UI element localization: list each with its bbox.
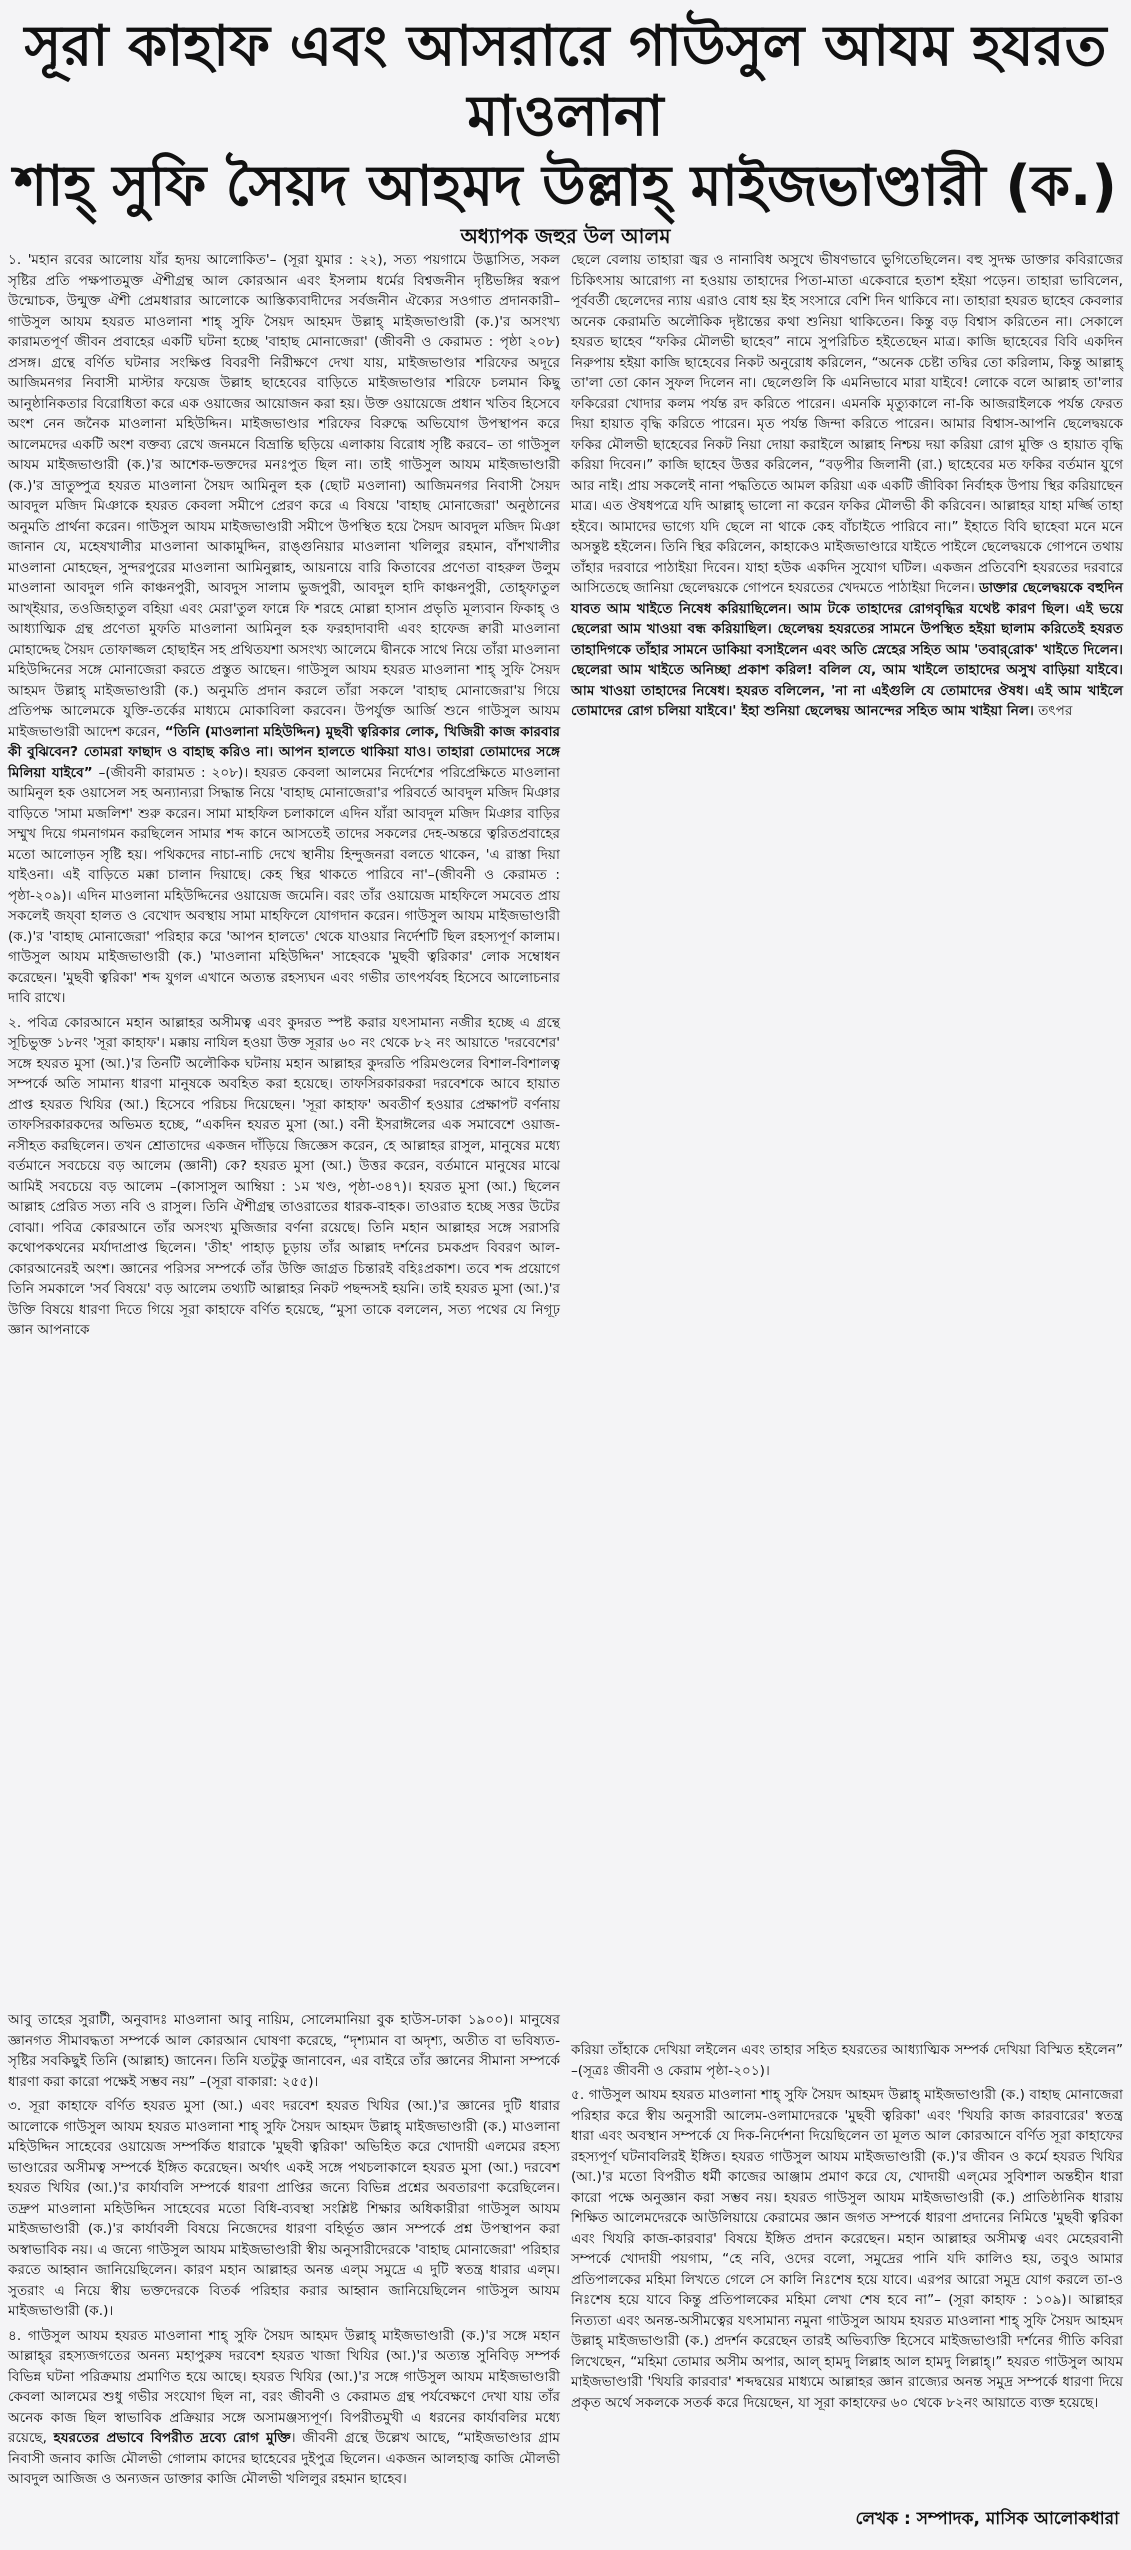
article-paragraph (571, 2085, 1123, 2413)
emphasized-text: ডাক্তার ছেলেদ্বয়কে বহুদিন যাবত আম খাইতে নিষেধ করিয়াছিলেন। আম টকে তাহাদের রোগবৃদ্ধির যথেষ্ট কারণ ছিল। এই ভয়ে ছেলেরা আম খাওয়া বন্ধ করিয়াছিল। ছেলেদ্বয় হযরতের সামনে উপস্থিত হইয়া ছালাম করিতেই হযরত তাহাদিগকে তাঁহার সামনে ডাকিয়া বসাইলেন এবং অতি স্নেহের সহিত আম 'তবার্‌রোক' খাইতে দিলেন। ছেলেরা আম খাইতে অনিচ্ছা প্রকাশ করিল! বলিল যে, আম খাইলে তাহাদের অসুখ বাড়িয়া যাইবে। আম খাওয়া তাহাদের নিষেধ। হযরত বলিলেন, 'না না এইগুলি যে তোমাদের ঔষধ। এই আম খাইলে তোমাদের রোগ চলিয়া যাইবে।' ইহা শুনিয়া ছেলেদ্বয় আনন্দের সহিত আম খাইয়া নিল। (571, 580, 1123, 719)
paragraph-text: ৩. সূরা কাহাফে বর্ণিত হযরত মুসা (আ.) এবং দরবেশ হযরত খিযির (আ.)'র জ্ঞানের দুটি ধারার আলোকে গাউসুল আযম হযরত মাওলানা শাহ্ সুফি সৈয়দ আহমদ উল্লাহ্ মাইজভাণ্ডারী (ক.) মাওলানা মহিউদ্দিন সাহেবের ওয়ায়েজ সম্পর্কিত ধারাকে 'মুছবী ত্বরিকা' অভিহিত করে খোদায়ী এলমের রহস্য ভাণ্ডারের অসীমত্ব সম্পর্কে ইঙ্গিত করেছেন। অর্থাৎ একই সঙ্গে পথচলাকালে হযরত মুসা (আ.) দরবেশ হযরত খিযির (আ.)'র কার্যাবলি সম্পর্কে ধারণা প্রাপ্তির জন্যে বিভিন্ন প্রশ্নের অবতারণা করেছিলেন। তদ্রুপ মাওলানা মহিউদ্দিন সাহেবের মতো বিধি-ব্যবস্থা সংশ্লিষ্ট শিক্ষার অধিকারীরা গাউসুল আযম মাইজভাণ্ডারী (ক.)'র কার্যাবলী বিষয়ে নিজেদের ধারণা বহির্ভূত জ্ঞান সম্পর্কে প্রশ্ন উপস্থাপন করা অস্বাভাবিক নয়। এ জন্যে গাউসুল আযম মাইজভাণ্ডারী স্বীয় অনুসারীদেরকে 'বাহাছ মোনাজেরা' পরিহার করতে আহ্বান জানিয়েছিলেন। কারণ মহান আল্লাহর অনন্ত এল্‌ম সমুদ্রে এ দুটি স্বতন্ত্র ধারার এল্‌ম। সুতরাং এ নিয়ে স্বীয় ভক্তদেরকে বিতর্ক পরিহার করার আহ্বান জানিয়েছিলেন গাউসুল আযম মাইজভাণ্ডারী (ক.)। (8, 2098, 560, 2319)
paragraph-text: তৎপর (1033, 703, 1073, 719)
author-byline: লেখক : সম্পাদক, মাসিক আলোকধারা (855, 2508, 1119, 2529)
paragraph-text: ১. 'মহান রবের আলোয় যাঁর হৃদয় আলোকিত'– (সূরা যুমার : ২২), সত্য পয়গামে উদ্ভাসিত, সকল সৃষ্টির প্রতি পক্ষপাতমুক্ত ঐশীগ্রন্থ আল কোরআন এবং ইসলাম ধর্মের বিশ্বজনীন দৃষ্টিভঙ্গির স্বরূপ উন্মোচক, উন্মুক্ত ঐশী প্রেমধারার আলোকে আস্তিক্যবাদীদের সর্বজনীন ঐক্যের সওগাত প্রদানকারী– গাউসুল আযম হযরত মাওলানা শাহ্ সুফি সৈয়দ আহমদ উল্লাহ্ মাইজভাণ্ডারী (ক.)'র অসংখ্য কারামতপূর্ণ জীবন প্রবাহের একটি ঘটনা হচ্ছে 'বাহাছ মোনাজেরা' (জীবনী ও কেরামত : পৃষ্ঠা ২০৮) প্রসঙ্গ। গ্রন্থে বর্ণিত ঘটনার সংক্ষিপ্ত বিবরণী নিরীক্ষণে দেখা যায়, মাইজভাণ্ডার শরিফের অদূরে আজিমনগর নিবাসী মাস্টার ফয়েজ উল্লাহ ছাহেবের বাড়িতে মাইজভাণ্ডার শরিফে চলমান কিছু আনুষ্ঠানিকতার বিরোধিতা করে এক ওয়াজের আয়োজন করা হয়। উক্ত ওয়ায়েজে প্রধান খতিব হিসেবে অংশ নেন জনৈক মাওলানা মহিউদ্দিন। মাইজভাণ্ডার শরিফের বিরুদ্ধে অভিযোগ উপস্থাপন করে আলেমদের একটি অংশ বক্তব্য রেখে জনমনে বিভ্রান্তি ছড়িয়ে এলাকায় বিরোধ সৃষ্টি করবে– তা গাউসুল আযম মাইজভাণ্ডারী (ক.)'র আশেক-ভক্তদের মনঃপুত ছিল না। তাই গাউসুল আযম মাইজভাণ্ডারী (ক.)'র ভ্রাতুষ্পুত্র হযরত মাওলানা সৈয়দ আমিনুল হক (ছোট মওলানা) আজিমনগর নিবাসী সৈয়দ আবদুল মজিদ মিঞাকে হযরত কেবলা সমীপে প্রেরণ করে এ বিষয়ে 'বাহাছ মোনাজেরা' অনুষ্ঠানের অনুমতি প্রার্থনা করেন। গাউসুল আযম মাইজভাণ্ডারী সমীপে উপস্থিত হয়ে সৈয়দ আবদুল মজিদ মিঞা জানান যে, মহেষখালীর মাওলানা আকামুদ্দিন, রাঙ্গুনিয়ার মাওলানা খলিলুর রহমান, বাঁশখালীর মাওলানা মোহছেন, সুন্দরপুরের মাওলানা আমিনুল্লাহ, আয়নায়ে বারি কিতাবের প্রণেতা বাহরুল উলুম মাওলানা আবদুল গনি কাঞ্চনপুরী, আবদুস সালাম ভুজপুরী, আবদুল হাদি কাঞ্চনপুরী, তোহ্‌ফাতুল আখ্‌ইয়ার, তওজিহাতুল বহিয়া এবং মেরা'তুল ফান্নে ফি শরহে মোল্লা হাসান প্রভৃতি মূল্যবান ফিকাহ্ ও আধ্যাত্মিক গ্রন্থ প্রণেতা মুফতি মাওলানা আমিনুল হক ফরহাদাবাদী এবং হাফেজ ক্বারী মাওলানা মোহাদ্দেছ সৈয়দ তোফাজ্জল হোছাইন সহ প্রথিতযশা অসংখ্য আলেমে দ্বীনকে সাথে নিয়ে তাঁরা মাওলানা মহিউদ্দিনের সঙ্গে মোনাজেরা করতে প্রস্তুত আছেন। গাউসুল আযম হযরত মাওলানা শাহ্ সুফি সৈয়দ আহমদ উল্লাহ্ মাইজভাণ্ডারী (ক.) অনুমতি প্রদান করলে তাঁরা সকলে 'বাহাছ মোনাজেরা'য় গিয়ে প্রতিপক্ষ আলেমকে যুক্তি-তর্কের মাধ্যমে মোকাবিলা করবেন। উপর্যুক্ত আর্জি শুনে গাউসুল আযম মাইজভাণ্ডারী আদেশ করেন, (8, 252, 560, 740)
article-author: অধ্যাপক জহুর উল আলম (460, 224, 671, 248)
left-column (8, 250, 560, 2494)
paragraph-text: ২. পবিত্র কোরআনে মহান আল্লাহর অসীমত্ব এবং কুদরত স্পষ্ট করার যৎসামান্য নজীর হচ্ছে এ গ্রন্থে সূচিভুক্ত ১৮নং 'সূরা কাহাফ'। মক্কায় নাযিল হওয়া উক্ত সূরার ৬০ নং থেকে ৮২ নং আয়াতে 'দরবেশের' সঙ্গে হযরত মুসা (আ.)'র তিনটি অলৌকিক ঘটনায় মহান আল্লাহর কুদরতি পরিমণ্ডলের বিশাল-বিশালত্ব সম্পর্কে অতি সামান্য ধারণা মানুষকে অবহিত করা হয়েছে। তাফসিরকারকরা দরবেশকে আবে হায়াত প্রাপ্ত হযরত খিযির (আ.) হিসেবে পরিচয় দিয়েছেন। 'সূরা কাহাফ' অবতীর্ণ হওয়ার প্রেক্ষাপট বর্ণনায় তাফসিরকারকদের অভিমত হচ্ছে, “একদিন হযরত মুসা (আ.) বনী ইসরাঈলের এক সমাবেশে ওয়াজ-নসীহত করছিলেন। তখন শ্রোতাদের একজন দাঁড়িয়ে জিজ্ঞেস করেন, হে আল্লাহর রাসুল, মানুষের মধ্যে বর্তমানে সবচেয়ে বড় আলেম (জ্ঞানী) কে? হযরত মুসা (আ.) উত্তর করেন, বর্তমানে মানুষের মাঝে আমিই সবচেয়ে বড় আলেম –(কাসাসুল আম্বিয়া : ১ম খণ্ড, পৃষ্ঠা-৩৪৭)। হযরত মুসা (আ.) ছিলেন আল্লাহ প্রেরিত সত্য নবি ও রাসুল। তিনি ঐশীগ্রন্থ তাওরাতের ধারক-বাহক। তাওরাত হচ্ছে সত্তর উটের বোঝা। পবিত্র কোরআনে তাঁর অসংখ্য মুজিজার বর্ণনা রয়েছে। তিনি মহান আল্লাহর সঙ্গে সরাসরি কথোপকথনের মর্যাদাপ্রাপ্ত ছিলেন। 'তীহ' পাহাড় চূড়ায় তাঁর আল্লাহ দর্শনের চমকপ্রদ বিবরণ আল-কোরআনেরই অংশ। জ্ঞানের পরিসর সম্পর্কে তাঁর উক্তি জাগ্রত চিন্তারই বহিঃপ্রকাশ। তবে শব্দ প্রয়োগে তিনি সমকালে 'সর্ব বিষয়ে' বড় আলেম তথ্যটি আল্লাহর নিকট পছন্দসই হয়নি। তাই হযরত মুসা (আ.)'র উক্তি বিষয়ে ধারণা দিতে গিয়ে সূরা কাহাফে বর্ণিত হয়েছে, “মুসা তাকে বললেন, সত্য পথের যে নিগূঢ় জ্ঞান আপনাকে (8, 1014, 560, 1338)
paragraph-text: ছেলে বেলায় তাহারা জ্বর ও নানাবিধ অসুখে ভীষণভাবে ভুগিতেছিলেন। বহু সুদক্ষ ডাক্তার কবিরাজের চিকিৎসায় আরোগ্য না হওয়ায় তাহাদের পিতা-মাতা একেবারে হতাশ হইয়া পড়েন। তাহারা ভাবিলেন, পূর্ববর্তী ছেলেদের ন্যায় এরাও বোধ হয় ইহ সংসারে বেশি দিন থাকিবে না। তাহারা হযরত ছাহেব কেবলার অনেক কেরামতি অলৌকিক দৃষ্টান্তের কথা শুনিয়া থাকিতেন। কিন্তু বড় বিশ্বাস করিতেন না। সেকালে হযরত ছাহেব “ফকির মৌলভী ছাহেব” নামে সুপরিচিত হইতেছেন মাত্র। কাজি ছাহেবের বিবি একদিন নিরুপায় হইয়া কাজি ছাহেবের নিকট অনুরোধ করিলেন, “অনেক চেষ্টা তদ্বির তো করিলাম, কিন্তু আল্লাহ্ তা'লা তো কোন সুফল দিলেন না। ছেলেগুলি কি এমনিভাবে মারা যাইবে! লোকে বলে আল্লাহ তা'লার ফকিরেরা খোদার কলম পর্যন্ত রদ করিতে পারেন। এমনকি মৃত্যুকালে না-কি আজরাইলকে পর্যন্ত ফেরত দিয়া হায়াত বৃদ্ধি করিতে পারেন। মৃত পর্যন্ত জিন্দা করিতে পারেন। আমার বিশ্বাস-আপনি ছেলেদ্বয়কে ফকির মৌলভী ছাহেবের নিকট নিয়া দোয়া করাইলে আল্লাহ নিশ্চয় দয়া করিয়া রোগ মুক্তি ও হায়াত বৃদ্ধি করিয়া দিবেন।” কাজি ছাহেব উত্তর করিলেন, “বড়পীর জিলানী (রা.) ছাহেবের মত ফকির বর্তমান যুগে আর নাই। প্রায় সকলেই নানা পদ্ধতিতে আমল করিয়া এক একটি জীবিকা নির্বাহক উপায় স্থির করিয়াছেন মাত্র। এত ঔষধপত্রে যদি আল্লাহ্ ভালো না করেন ফকির মৌলভী কী করিবেন। আল্লাহর যাহা মর্জ্জি তাহা হইবে। আমাদের ভাগ্যে যদি ছেলে না থাকে কেহ বাঁচাইতে পারিবে না।” ইহাতে বিবি ছাহেবা মনে মনে অসন্তুষ্ট হইলেন। তিনি স্থির করিলেন, কাহাকেও মাইজভাণ্ডারে যাইতে পাইলে ছেলেদ্বয়কে গোপনে তথায় তাঁহার দরবারে পাঠাইয়া দিবেন। যাহা হউক একদিন সুযোগ ঘটিল। একজন প্রতিবেশি হযরতের দরবারে আসিতেছে জানিয়া ছেলেদ্বয়কে গোপনে হযরতের খেদমতে পাঠাইয়া দিলেন। (571, 252, 1123, 596)
emphasized-text: “তিনি (মাওলানা মহিউদ্দিন) মুছবী ত্বরিকার লোক, খিজিরী কাজ কারবার কী বুঝিবেন? তোমরা ফাছাদ ও বাহাছ করিও না। আপন হালতে থাকিয়া যাও। তাহারা তোমাদের সঙ্গে মিলিয়া যাইবে” (8, 723, 561, 781)
paragraph-text: আবু তাহের সুরাটী, অনুবাদঃ মাওলানা আবু নায়িম, সোলেমানিয়া বুক হাউস-ঢাকা ১৯০০)। মানুষের জ্ঞানগত সীমাবদ্ধতা সম্পর্কে আল কোরআন ঘোষণা করেছে, “দৃশ্যমান বা অদৃশ্য, অতীত বা ভবিষ্যত-সৃষ্টির সবকিছুই তিনি (আল্লাহ) জানেন। তিনি যতটুকু জানাবেন, এর বাইরে তাঁর জ্ঞানের সীমানা সম্পর্কে ধারণা করা কারো পক্ষেই সম্ভব নয়” –(সূরা বাকারা: ২৫৫)। (8, 2012, 560, 2090)
emphasized-text: হযরতের প্রভাবে বিপরীত দ্রব্যে রোগ মুক্তি (53, 2430, 291, 2446)
article-title-line-1: সূরা কাহাফ এবং আসরারে গাউসুল আযম হযরত মাওলানা (24, 14, 1107, 149)
article-paragraph (8, 2010, 560, 2092)
article-paragraph (571, 250, 1123, 722)
article-paragraph (8, 250, 560, 1009)
paragraph-text: ৪. গাউসুল আযম হযরত মাওলানা শাহ্ সুফি সৈয়দ আহমদ উল্লাহ্ মাইজভাণ্ডারী (ক.)'র সঙ্গে মহান আল্লাহ্‌র রহস্যজগতের অনন্য মহাপুরুষ দরবেশ হযরত খাজা খিযির (আ.)'র অত্যন্ত সুনিবিড় সম্পর্ক বিভিন্ন ঘটনা পরিক্রমায় প্রমাণিত হয়ে আছে। হযরত খিযির (আ.)'র সঙ্গে গাউসুল আযম মাইজভাণ্ডারী কেবলা আলমের শুধু গভীর সংযোগ ছিল না, বরং জীবনী ও কেরামত গ্রন্থ পর্যবেক্ষণে দেখা যায় তাঁর অনেক কাজ ছিল স্বাভাবিক প্রক্রিয়ার সঙ্গে অসামঞ্জস্যপূর্ণ। বিপরীতমুখী এ ধরনের কার্যাবলির মধ্যে রয়েছে, (8, 2327, 560, 2446)
paragraph-text: । জীবনী গ্রন্থে উল্লেখ আছে, “মাইজভাণ্ডার গ্রাম নিবাসী জনাব কাজি মৌলভী গোলাম কাদের ছাহেবের দুইপুত্র ছিলেন। একজন আলহাজ্ব কাজি মৌলভী আবদুল আজিজ ও অন্যজন ডাক্তার কাজি মৌলভী খলিলুর রহমান ছাহেব। (8, 2430, 560, 2487)
paragraph-text: করিয়া তাঁহাকে দেখিয়া লইলেন এবং তাহার সহিত হযরতের আধ্যাত্মিক সম্পর্ক দেখিয়া বিস্মিত হইলেন” –(সূত্রঃ জীবনী ও কেরাম পৃষ্ঠা-২০১)। (571, 2042, 1123, 2079)
article-paragraph (571, 2040, 1123, 2081)
article-paragraph (8, 1013, 560, 1341)
article-paragraph (8, 2326, 560, 2490)
left-column-upper-text (8, 250, 560, 2010)
right-column-lower-text (571, 2040, 1123, 2417)
right-column (571, 250, 1123, 2494)
paragraph-text: ৫. গাউসুল আযম হযরত মাওলানা শাহ্ সুফি সৈয়দ আহমদ উল্লাহ্ মাইজভাণ্ডারী (ক.) বাহাছ মোনাজেরা পরিহার করে স্বীয় অনুসারী আলেম-ওলামাদেরকে 'মুছবী ত্বরিকা' এবং 'খিযরি কাজ কারবারের' স্বতন্ত্র ধারা এবং অবস্থান সম্পর্কে যে দিক-নির্দেশনা দিয়েছিলেন তা মূলত আল কোরআনে বর্ণিত সূরা কাহাফের রহস্যপূর্ণ ঘটনাবলিরই ইঙ্গিত। হযরত গাউসুল আযম মাইজভাণ্ডারী (ক.)'র জীবন ও কর্মে হযরত খিযির (আ.)'র মতো বিপরীত ধর্মী কাজের আঞ্জাম প্রমাণ করে যে, খোদায়ী এল্‌মের সুবিশাল অন্তহীন ধারা কারো পক্ষে অনুজ্ঞান করা সম্ভব নয়। হযরত গাউসুল আযম মাইজভাণ্ডারী (ক.) প্রাতিষ্ঠানিক ধারায় শিক্ষিত আলেমদেরকে আউলিয়ায়ে কেরামের জ্ঞান জগত সম্পর্কে ধারণা প্রদানের নিমিত্তে 'মুছবী ত্বরিকা এবং খিযরি কাজ-কারবার' বিষয়ে ইঙ্গিত প্রদান করেছেন। মহান আল্লাহর অসীমত্ব এবং মেহেরবানী সম্পর্কে খোদায়ী পয়গাম, “হে নবি, ওদের বলো, সমুদ্রের পানি যদি কালিও হয়, তবুও আমার প্রতিপালকের মহিমা লিখতে গেলে সে কালি নিঃশেষ হয়ে যাবে। এরপর আরো সমুদ্র যোগ করলে তা-ও নিঃশেষ হয়ে যাবে কিন্তু প্রতিপালকের মহিমা লেখা শেষ হবে না”– (সূরা কাহাফ : ১০৯)। আল্লাহর নিত্যতা এবং অনন্ত-অসীমত্বের যৎসামান্য নমুনা গাউসুল আযম হযরত মাওলানা শাহ্ সুফি সৈয়দ আহমদ উল্লাহ্ মাইজভাণ্ডারী (ক.) প্রদর্শন করেছেন তারই অভিব্যক্তি হিসেবে মাইজভাণ্ডারী দর্শনের গীতি কবিরা লিখেছেন, “মহিমা তোমার অসীম অপার, আল্ হামদু লিল্লাহ আল হামদু লিল্লাহ্।” হযরত গাউসুল আযম মাইজভাণ্ডারী 'খিযরি কারবার' শব্দদ্বয়ের মাধ্যমে আল্লাহর জ্ঞান রাজ্যের অনন্ত সমুদ্র সম্পর্কে ধারণা দিয়ে প্রকৃত অর্থে সকলকে সতর্ক করে দিয়েছেন, যা সূরা কাহাফের ৬০ থেকে ৮২নং আয়াতে ব্যক্ত হয়েছে। (571, 2087, 1123, 2411)
article-columns (0, 250, 1131, 2494)
article-title-line-2: শাহ্ সুফি সৈয়দ আহমদ উল্লাহ্ মাইজভাণ্ডারী (ক.) (14, 154, 1117, 219)
article-paragraph (8, 2096, 560, 2322)
article-header (0, 0, 1131, 248)
left-column-lower-text (8, 2010, 560, 2494)
right-column-upper-text (571, 250, 1123, 2040)
paragraph-text: –(জীবনী কারামত : ২০৮)। হযরত কেবলা আলমের নির্দেশের পরিপ্রেক্ষিতে মাওলানা আমিনুল হক ওয়াসেল সহ অন্যান্যরা সিদ্ধান্ত নিয়ে 'বাহাছ মোনাজেরা'র পরিবর্তে আবদুল মজিদ মিঞার বাড়িতে 'সামা মজলিশ' শুরু করেন। সামা মাহফিল চলাকালে এদিন যাঁরা আবদুল মজিদ মিঞার বাড়ির সম্মুখ দিয়ে গমনাগমন করছিলেন সামার শব্দ কানে আসতেই তাদের সকলের দেহ-অন্তরে ত্বরিতপ্রবাহের মতো আলোড়ন সৃষ্টি হয়। পথিকদের নাচা-নাচি দেখে স্থানীয় হিন্দুজনরা বলতে থাকেন, 'এ রাস্তা দিয়া যাইওনা। এই বাড়িতে মক্কা চালান দিয়াছে। কেহ স্থির থাকতে পারিবে না'–(জীবনী ও কেরামত : পৃষ্ঠা-২০৯)। এদিন মাওলানা মহিউদ্দিনের ওয়ায়েজ জমেনি। বরং তাঁর ওয়ায়েজ মাহফিলে সমবেত প্রায় সকলেই জয্‌বা হালত ও বেখোদ অবস্থায় সামা মাহফিলে যোগদান করেন। গাউসুল আযম মাইজভাণ্ডারী (ক.)'র 'বাহাছ মোনাজেরা' পরিহার করে 'আপন হালতে' থেকে যাওয়ার নির্দেশটি ছিল রহস্যপূর্ণ কালাম। গাউসুল আযম মাইজভাণ্ডারী (ক.) 'মাওলানা মহিউদ্দিন' সাহেবকে 'মুছবী ত্বরিকার' লোক সম্বোধন করেছেন। 'মুছবী ত্বরিকা' শব্দ যুগল এখানে অত্যন্ত রহস্যঘন এবং গভীর তাৎপর্যবহ হিসেবে আলোচনার দাবি রাখে। (8, 764, 560, 1006)
